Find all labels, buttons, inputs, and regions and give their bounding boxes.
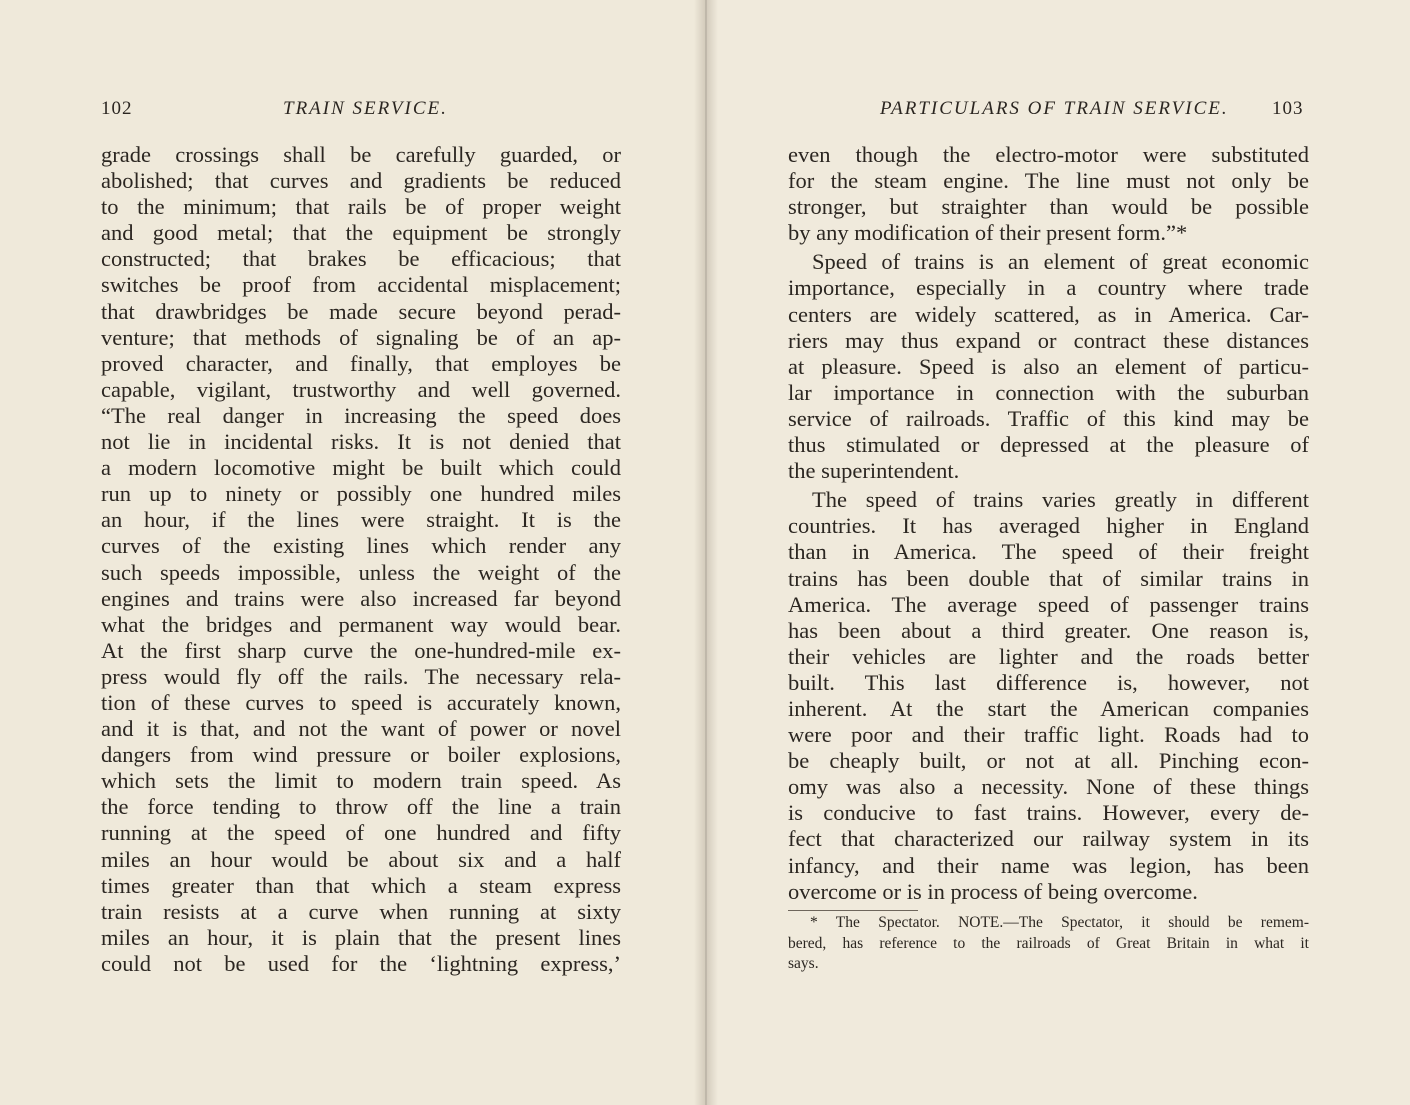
text-line: for the steam engine. The line must not only be — [788, 168, 1309, 194]
text-line: “The real danger in increasing the speed does — [101, 402, 621, 428]
text-line: to the minimum; that rails be of proper weight — [101, 194, 621, 220]
text-line: that drawbridges be made secure beyond perad- — [101, 298, 621, 324]
text-line: than in America. The speed of their freight — [788, 539, 1309, 565]
footnote-line: says. — [788, 955, 819, 972]
footnote — [788, 913, 1309, 975]
text-line: dangers from wind pressure or boiler explosions, — [101, 742, 621, 768]
left-page-text — [101, 142, 621, 977]
page-number-right: 103 — [1272, 98, 1304, 119]
paragraph-start-line: Speed of trains is an element of great economic — [812, 249, 1309, 275]
text-line: service of railroads. Traffic of this kind may be — [788, 405, 1309, 431]
text-line: importance, especially in a country where trade — [788, 275, 1309, 301]
text-line: trains has been double that of similar trains in — [788, 565, 1309, 591]
running-head-left: TRAIN SERVICE. — [283, 98, 448, 119]
text-line: tion of these curves to speed is accurately known, — [101, 689, 621, 715]
text-line: countries. It has averaged higher in England — [788, 513, 1309, 539]
text-line: centers are widely scattered, as in America. Car- — [788, 301, 1309, 327]
text-line: capable, vigilant, trustworthy and well governed. — [101, 376, 621, 402]
text-line: not lie in incidental risks. It is not denied that — [101, 429, 621, 455]
text-line: constructed; that brakes be efficacious; that — [101, 246, 621, 272]
text-line: At the first sharp curve the one-hundred-mile ex- — [101, 637, 621, 663]
text-line: fect that characterized our railway system in its — [788, 826, 1309, 852]
text-line: America. The average speed of passenger trains — [788, 591, 1309, 617]
text-line: at pleasure. Speed is also an element of particu- — [788, 353, 1309, 379]
text-line: which sets the limit to modern train speed. As — [101, 768, 621, 794]
text-line: stronger, but straighter than would be possible — [788, 194, 1309, 220]
text-line: their vehicles are lighter and the roads better — [788, 643, 1309, 669]
text-line: switches be proof from accidental misplacement; — [101, 272, 621, 298]
text-line: overcome or is in process of being overcome. — [788, 878, 1198, 904]
text-line: is conducive to fast trains. However, every de- — [788, 800, 1309, 826]
text-line: train resists at a curve when running at sixty — [101, 898, 621, 924]
right-page — [706, 0, 1410, 1105]
text-line: be cheaply built, or not at all. Pinching econ- — [788, 748, 1309, 774]
text-line: the superintendent. — [788, 458, 960, 484]
text-line: infancy, and their name was legion, has been — [788, 852, 1309, 878]
text-line: an hour, if the lines were straight. It is the — [101, 507, 621, 533]
text-line: a modern locomotive might be built which could — [101, 455, 621, 481]
right-page-text — [788, 142, 1309, 905]
text-line: miles an hour would be about six and a half — [101, 846, 621, 872]
text-line: engines and trains were also increased far beyond — [101, 585, 621, 611]
book-gutter — [694, 0, 718, 1105]
text-line: thus stimulated or depressed at the pleasure of — [788, 432, 1309, 458]
text-line: times greater than that which a steam express — [101, 872, 621, 898]
text-line: were poor and their traffic light. Roads had to — [788, 722, 1309, 748]
text-line: could not be used for the ‘lightning express,’ — [101, 950, 621, 976]
text-line: has been about a third greater. One reason is, — [788, 617, 1309, 643]
running-head-right: PARTICULARS OF TRAIN SERVICE. — [880, 98, 1229, 119]
text-line: proved character, and finally, that employes be — [101, 350, 621, 376]
footnote-rule — [788, 910, 918, 911]
text-line: riers may thus expand or contract these distances — [788, 327, 1309, 353]
text-line: lar importance in connection with the suburban — [788, 379, 1309, 405]
text-line: such speeds impossible, unless the weight of the — [101, 559, 621, 585]
text-line: what the bridges and permanent way would bear. — [101, 611, 621, 637]
footnote-line: bered, has reference to the railroads of Great Britain in what it — [788, 934, 1309, 952]
text-line: even though the electro-motor were substituted — [788, 142, 1309, 167]
text-line: inherent. At the start the American companies — [788, 695, 1309, 721]
text-line: and good metal; that the equipment be strongly — [101, 220, 621, 246]
text-line: grade crossings shall be carefully guarded, or — [101, 142, 621, 167]
footnote-line: * The Spectator. NOTE.—The Spectator, it should be remem- — [810, 914, 1309, 931]
text-line: by any modification of their present form.”* — [788, 220, 1188, 246]
text-line: and it is that, and not the want of power or novel — [101, 716, 621, 742]
text-line: press would fly off the rails. The necessary rela- — [101, 663, 621, 689]
text-line: built. This last difference is, however, not — [788, 669, 1309, 695]
text-line: abolished; that curves and gradients be reduced — [101, 168, 621, 194]
text-line: run up to ninety or possibly one hundred miles — [101, 481, 621, 507]
text-line: venture; that methods of signaling be of an ap- — [101, 324, 621, 350]
text-line: miles an hour, it is plain that the present lines — [101, 924, 621, 950]
text-line: the force tending to throw off the line a train — [101, 794, 621, 820]
text-line: curves of the existing lines which render any — [101, 533, 621, 559]
text-line: running at the speed of one hundred and fifty — [101, 820, 621, 846]
paragraph-start-line: The speed of trains varies greatly in different — [812, 487, 1309, 513]
text-line: omy was also a necessity. None of these things — [788, 774, 1309, 800]
page-number-left: 102 — [101, 98, 133, 119]
